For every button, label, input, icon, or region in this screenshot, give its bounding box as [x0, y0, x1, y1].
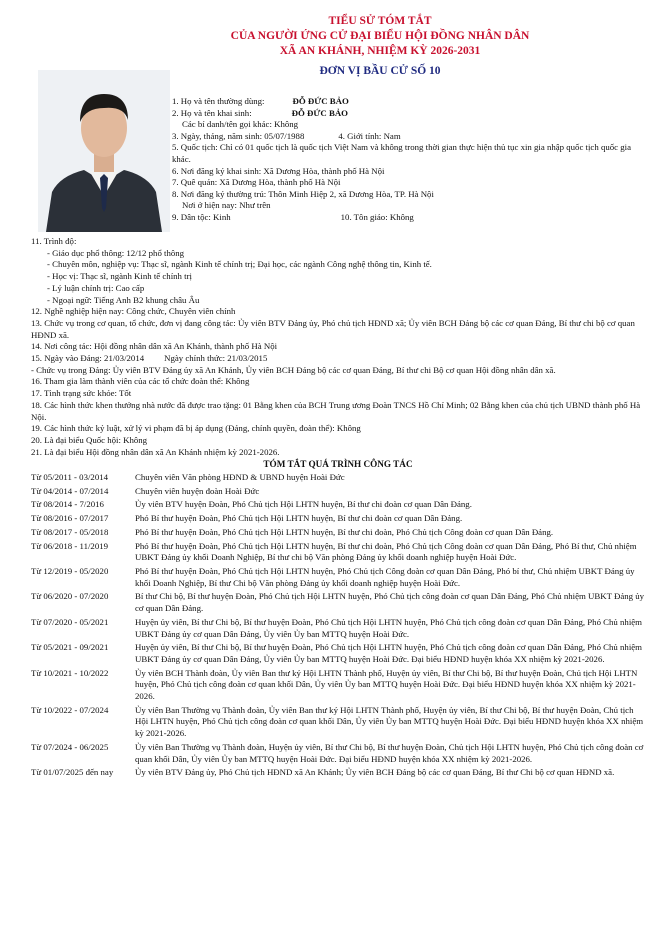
- career-description: Ủy viên BTV huyện Đoàn, Phó Chủ tịch Hội LHTN huyện, Bí thư chi đoàn cơ quan Dân Đảng.: [135, 499, 472, 510]
- education-professional: - Chuyên môn, nghiệp vụ: Thạc sĩ, ngành Kinh tế chính trị; Đại học, các ngành Công nghệ thông tin, Kinh tế.: [47, 259, 432, 270]
- career-row: [31, 541, 645, 564]
- health-status: 17. Tình trạng sức khỏe: Tốt: [31, 388, 132, 399]
- career-description: Bí thư Chi bộ, Bí thư huyện Đoàn, Phó Chủ tịch Hội LHTN huyện, Phó Chủ tịch công đoàn cơ quan Dân Đảng, Phó Chủ nhiệm UBKT Đảng ủy cơ quan Dân Đảng.: [135, 591, 645, 614]
- career-row: [31, 513, 645, 525]
- career-period: Từ 05/2011 - 03/2014: [31, 472, 109, 483]
- career-row: [31, 742, 645, 765]
- career-row: [31, 486, 645, 498]
- career-row: [31, 767, 645, 779]
- dob-gender-row: [172, 131, 642, 143]
- career-description: Huyện ủy viên, Bí thư Chi bộ, Bí thư huyện Đoàn, Phó Chủ tịch Hội LHTN huyện, Phó Chủ tịch công đoàn cơ quan Dân Đảng, Phó Chủ nhiệm UBKT Đảng ủy cơ quan Dân Đảng, Ủy viên Ủy ban MTTQ huyện Hoài Đức. Đại biểu HĐND huyện khóa XX nhiệm kỳ 2021-2026.: [135, 642, 643, 664]
- electoral-unit: ĐƠN VỊ BẦU CỬ SỐ 10: [319, 65, 441, 77]
- career-period: Từ 12/2019 - 05/2020: [31, 565, 109, 576]
- career-period: Từ 10/2021 - 10/2022: [31, 667, 109, 678]
- hometown: 7. Quê quán: Xã Dương Hòa, thành phố Hà Nội: [172, 177, 341, 188]
- religion: 10. Tôn giáo: Không: [340, 211, 414, 222]
- title-line-2: CỦA NGƯỜI ỨNG CỬ ĐẠI BIỂU HỘI ĐỒNG NHÂN DÂN: [230, 30, 530, 42]
- career-description: Chuyên viên huyện đoàn Hoài Đức: [135, 485, 260, 496]
- education-general: - Giáo dục phổ thông: 12/12 phổ thông: [47, 247, 185, 258]
- full-name-birth: ĐỖ ĐỨC BẢO: [291, 107, 349, 118]
- career-description: Huyện ủy viên, Bí thư Chi bộ, Bí thư huyện Đoàn, Phó Chủ tịch Hội LHTN huyện, Phó Chủ tịch công đoàn cơ quan Dân Đảng, Phó Chủ nhiệm UBKT Đảng ủy cơ quan Dân Đảng, Ủy viên Ủy ban MTTQ huyện Hoài Đức.: [135, 616, 643, 639]
- full-name-birth-row: [172, 108, 642, 120]
- party-dates-row: [31, 353, 645, 365]
- full-name-common-row: [172, 96, 642, 108]
- career-period: Từ 08/2016 - 07/2017: [31, 513, 109, 524]
- organizations: 16. Tham gia làm thành viên của các tổ chức đoàn thể: Không: [31, 376, 250, 387]
- disciplinary-actions: 19. Các hình thức kỷ luật, xử lý vi phạm đã bị áp dụng (Đảng, chính quyền, đoàn thể): Không: [31, 423, 361, 434]
- career-row: [31, 668, 645, 703]
- career-period: Từ 06/2018 - 11/2019: [31, 540, 109, 551]
- education-foreign-language: - Ngoại ngữ: Tiếng Anh B2 khung châu Âu: [47, 294, 200, 305]
- national-assembly-deputy: 20. Là đại biểu Quốc hội: Không: [31, 434, 148, 445]
- title-line-3: XÃ AN KHÁNH, NHIỆM KỲ 2026-2031: [279, 45, 481, 57]
- party-join-date: 15. Ngày vào Đảng: 21/03/2014: [31, 353, 145, 364]
- career-period: Từ 07/2024 - 06/2025: [31, 741, 109, 752]
- career-period: Từ 04/2014 - 07/2014: [31, 485, 109, 496]
- career-period: Từ 01/07/2025 đến nay: [31, 767, 114, 778]
- career-description: Ủy viên BTV Đảng ủy, Phó Chủ tịch HĐND xã An Khánh; Ủy viên BCH Đảng bộ các cơ quan Đảng, Bí thư Chi bộ cơ quan HĐND xã.: [135, 767, 615, 778]
- title-line-1: TIỂU SỬ TÓM TẮT: [328, 15, 432, 27]
- career-row: [31, 617, 645, 640]
- career-description: Phó Bí thư huyện Đoàn, Phó Chủ tịch Hội LHTN huyện, Bí thư chi đoàn cơ quan Dân Đảng.: [135, 513, 463, 524]
- party-position: - Chức vụ trong Đảng: Ủy viên BTV Đảng ủy xã An Khánh, Ủy viên BCH Đảng bộ các cơ quan Đảng, Bí thư chi Bộ cơ quan Hội đồng nhân dân xã.: [31, 364, 556, 375]
- career-row: [31, 705, 645, 740]
- career-description: Phó Bí thư huyện Đoàn, Phó Chủ tịch Hội LHTN huyện, Phó Chủ tịch Công đoàn cơ quan Dân Đảng, Phó bí thư, Chủ nhiệm UBKT Đảng ủy khối Doanh Nghiệp, Bí thư Chi bộ Văn phòng Đảng ủy khối doanh nghiệp huyện Hoài Đức.: [135, 565, 635, 588]
- career-row: [31, 642, 645, 665]
- candidate-photo: [38, 70, 170, 232]
- career-title: TÓM TẮT QUÁ TRÌNH CÔNG TÁC: [263, 459, 413, 470]
- career-row: [31, 566, 645, 589]
- current-occupation: 12. Nghề nghiệp hiện nay: Công chức, Chuyên viên chính: [31, 306, 236, 317]
- workplace: 14. Nơi công tác: Hội đồng nhân dân xã An Khánh, thành phố Hà Nội: [31, 341, 278, 352]
- nationality: 5. Quốc tịch: Chỉ có 01 quốc tịch là quốc tịch Việt Nam và không trong thời gian thực hiện thủ tục xin gia nhập quốc tịch quốc gia khác.: [172, 142, 631, 164]
- aliases: Các bí danh/tên gọi khác: Không: [182, 119, 299, 130]
- career-row: [31, 591, 645, 614]
- career-description: Phó Bí thư huyện Đoàn, Phó Chủ tịch Hội LHTN huyện, Bí thư chi đoàn, Phó Chủ tịch Công đoàn cơ quan Dân Đảng, Phó Bí thư, Chủ nhiệm UBKT Đảng ủy khối Doanh Nghiệp, Bí thư chi bộ Văn phòng Đảng ủy khối doanh nghiệp huyện Hoài Đức.: [135, 540, 637, 563]
- ethnicity: 9. Dân tộc: Kinh: [172, 211, 231, 222]
- ethnicity-religion-row: [172, 212, 642, 224]
- career-row: [31, 472, 645, 484]
- career-period: Từ 07/2020 - 05/2021: [31, 616, 109, 627]
- career-description: Phó Bí thư huyện Đoàn, Phó Chủ tịch Hội LHTN huyện, Bí thư chi đoàn, Phó Chủ tịch Công đoàn cơ quan Dân Đảng.: [135, 526, 554, 537]
- career-period: Từ 10/2022 - 07/2024: [31, 704, 109, 715]
- full-name-common-label: 1. Họ và tên thường dùng:: [172, 96, 265, 106]
- career-period: Từ 06/2020 - 07/2020: [31, 591, 109, 602]
- date-of-birth: 3. Ngày, tháng, năm sinh: 05/07/1988: [172, 130, 305, 141]
- document-header: [160, 14, 600, 79]
- career-period: Từ 08/2017 - 05/2018: [31, 526, 109, 537]
- birth-registration-place: 6. Nơi đăng ký khai sinh: Xã Dương Hòa, thành phố Hà Nội: [172, 165, 385, 176]
- current-residence: Nơi ở hiện nay: Như trên: [182, 200, 271, 211]
- career-row: [31, 527, 645, 539]
- career-period: Từ 05/2021 - 09/2021: [31, 642, 109, 653]
- career-description: Ủy viên Ban Thường vụ Thành đoàn, Ủy viên Ban thư ký Hội LHTN Thành phố, Huyện ủy viên, Bí thư Chi bộ, Bí thư huyện Đoàn, Chủ tịch Hội LHTN huyện, Phó Chủ tịch công đoàn cơ quan khối Dân, Ủy viên Ủy ban MTTQ huyện Hoài Đức. Đại biểu HĐND huyện khóa XX nhiệm kỳ 2021-2026.: [135, 704, 644, 739]
- gender: 4. Giới tính: Nam: [338, 130, 401, 141]
- career-period: Từ 08/2014 - 7/2016: [31, 499, 104, 510]
- education-political-theory: - Lý luận chính trị: Cao cấp: [47, 282, 145, 293]
- basic-info: [172, 96, 642, 224]
- career-description: Ủy viên Ban Thường vụ Thành đoàn, Huyện ủy viên, Bí thư Chi bộ, Bí thư huyện Đoàn, Chủ tịch Hội LHTN huyện, Phó Chủ tịch công đoàn cơ quan khối Dân, Ủy viên Ủy ban MTTQ huyện Hoài Đức. Đại biểu HĐND huyện khóa XX nhiệm kỳ 2021-2026.: [135, 741, 644, 764]
- details-section: [31, 236, 645, 781]
- full-name-common: ĐỖ ĐỨC BẢO: [292, 96, 349, 106]
- full-name-birth-label: 2. Họ và tên khai sinh:: [172, 107, 252, 118]
- education-degree: - Học vị: Thạc sĩ, ngành Kinh tế chính trị: [47, 271, 192, 282]
- awards: 18. Các hình thức khen thưởng nhà nước đã được trao tặng: 01 Bằng khen của BCH Trung ương Đoàn TNCS Hồ Chí Minh; 02 Bằng khen của chủ tịch UBND thành phố Hà Nội.: [31, 399, 641, 422]
- career-list: [31, 472, 645, 779]
- career-description: Chuyên viên Văn phòng HĐND & UBND huyện Hoài Đức: [135, 472, 345, 483]
- party-official-date: Ngày chính thức: 21/03/2015: [164, 353, 268, 364]
- current-position: 13. Chức vụ trong cơ quan, tổ chức, đơn vị đang công tác: Ủy viên BTV Đảng ủy, Phó chủ tịch HĐND xã; Ủy viên BCH Đảng bộ các cơ quan Đảng, Bí thư chi bộ cơ quan HĐND xã.: [31, 317, 635, 340]
- career-row: [31, 499, 645, 511]
- council-deputy: 21. Là đại biểu Hội đồng nhân dân xã An Khánh nhiệm kỳ 2021-2026.: [31, 446, 280, 457]
- permanent-residence: 8. Nơi đăng ký thường trú: Thôn Minh Hiệp 2, xã Dương Hòa, TP. Hà Nội: [172, 188, 434, 199]
- career-description: Ủy viên BCH Thành đoàn, Ủy viên Ban thư ký Hội LHTN Thành phố, Huyện ủy viên, Bí thư Chi bộ, Bí thư huyện Đoàn, Chủ tịch Hội LHTN huyện, Phó Chủ tịch công đoàn cơ quan khối Dân, Ủy viên Ủy ban MTTQ huyện Hoài Đức. Đại biểu HĐND huyện khóa XX nhiệm kỳ 2021-2026.: [135, 667, 638, 702]
- education-label: 11. Trình độ:: [31, 236, 77, 246]
